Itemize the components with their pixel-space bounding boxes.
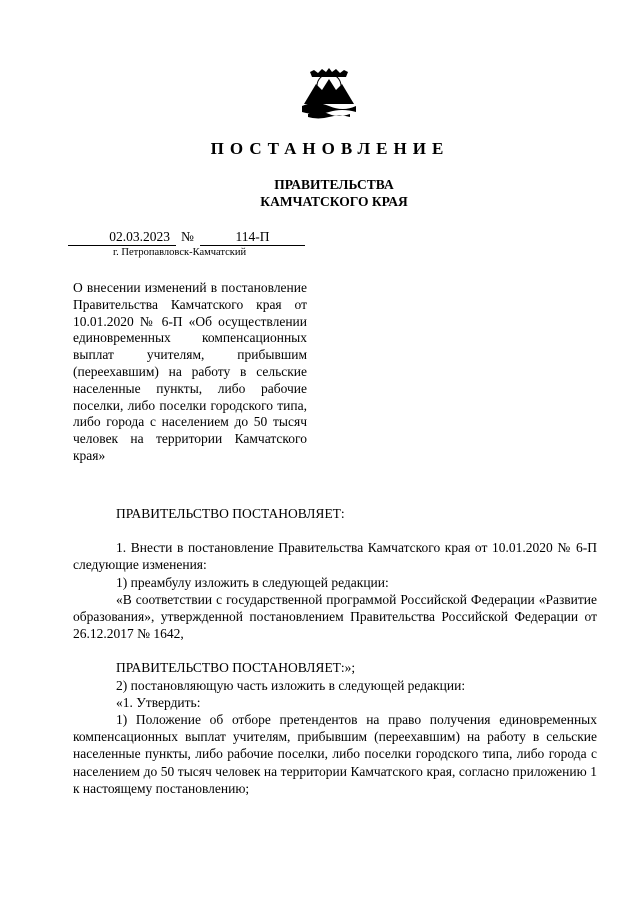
issuer-line-1: ПРАВИТЕЛЬСТВА: [274, 177, 394, 192]
decree-statement: ПРАВИТЕЛЬСТВО ПОСТАНОВЛЯЕТ:: [116, 506, 345, 521]
paragraph-4: ПРАВИТЕЛЬСТВО ПОСТАНОВЛЯЕТ:»;: [116, 660, 356, 676]
document-date: 02.03.2023: [68, 229, 176, 246]
issue-city: г. Петропавловск-Камчатский: [113, 247, 247, 258]
number-sign: №: [181, 229, 194, 244]
kamchatka-coat-of-arms-icon: [300, 66, 358, 120]
document-subject: О внесении изменений в постановление Правительства Камчатского края от 10.01.2020 № 6-П «Об осуществлении единовременных компенсационных выплат учителям, прибывшим (переехавшим) на работу в сельские населенные пункты, либо рабочие поселки, либо поселки городского типа, либо города с населением до 50 тысяч человек на территории Камчатского края»: [73, 280, 307, 463]
document-type-title: ПОСТАНОВЛЕНИЕ: [210, 139, 450, 158]
issuer-block: [0, 176, 640, 210]
paragraph-3: «В соответствии с государственной программой Российской Федерации «Развитие образования», утвержденной постановлением Правительства Российской Федерации от 26.12.2017 № 1642,: [73, 591, 597, 642]
paragraph-5: 2) постановляющую часть изложить в следующей редакции:: [116, 677, 466, 693]
document-body: [73, 505, 597, 797]
paragraph-6: «1. Утвердить:: [116, 694, 201, 710]
paragraph-2: 1) преамбулу изложить в следующей редакции:: [116, 574, 389, 590]
issuer-line-2: КАМЧАТСКОГО КРАЯ: [260, 194, 408, 209]
paragraph-1: 1. Внести в постановление Правительства Камчатского края от 10.01.2020 № 6-П следующие изменения:: [73, 540, 597, 573]
document-number: 114-П: [200, 229, 305, 246]
paragraph-7: 1) Положение об отборе претендентов на право получения единовременных компенсационных выплат учителям, прибывшим (переехавшим) на работу в сельские населенные пункты, либо рабочие поселки, либо поселки городского типа, либо города с населением до 50 тысяч человек на территории Камчатского края, согласно приложению 1 к настоящему постановлению;: [73, 712, 597, 796]
